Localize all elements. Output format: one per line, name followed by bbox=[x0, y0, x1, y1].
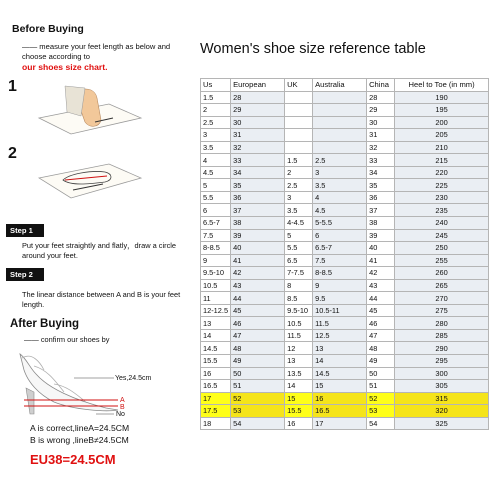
header-heel-to-toe: Heel to Toe (in mm) bbox=[395, 79, 489, 92]
cell-china: 29 bbox=[367, 104, 395, 117]
size-chart-link: our shoes size chart. bbox=[22, 62, 108, 72]
cell-us: 2.5 bbox=[201, 116, 231, 129]
cell-us: 13 bbox=[201, 317, 231, 330]
cell-us: 5.5 bbox=[201, 191, 231, 204]
cell-uk: 1.5 bbox=[285, 154, 313, 167]
table-row bbox=[201, 342, 489, 355]
cell-australia: 17 bbox=[313, 417, 367, 430]
cell-australia: 2.5 bbox=[313, 154, 367, 167]
cell-european: 43 bbox=[231, 279, 285, 292]
cell-european: 47 bbox=[231, 329, 285, 342]
cell-china: 44 bbox=[367, 292, 395, 305]
cell-uk: 2 bbox=[285, 166, 313, 179]
table-row bbox=[201, 191, 489, 204]
cell-china: 49 bbox=[367, 355, 395, 368]
cell-us: 14.5 bbox=[201, 342, 231, 355]
cell-european: 45 bbox=[231, 304, 285, 317]
cell-australia: 15 bbox=[313, 380, 367, 393]
cell-us: 3.5 bbox=[201, 141, 231, 154]
cell-australia: 14.5 bbox=[313, 367, 367, 380]
cell-australia bbox=[313, 116, 367, 129]
sandal-measure-illustration bbox=[14, 348, 192, 418]
cell-us: 8-8.5 bbox=[201, 242, 231, 255]
cell-european: 35 bbox=[231, 179, 285, 192]
cell-australia: 6 bbox=[313, 229, 367, 242]
cell-heel-to-toe: 225 bbox=[395, 179, 489, 192]
header-australia: Australia bbox=[313, 79, 367, 92]
cell-heel-to-toe: 195 bbox=[395, 104, 489, 117]
cell-heel-to-toe: 230 bbox=[395, 191, 489, 204]
cell-european: 37 bbox=[231, 204, 285, 217]
cell-australia: 8-8.5 bbox=[313, 267, 367, 280]
table-body bbox=[201, 91, 489, 430]
step-1-badge: Step 1 bbox=[6, 224, 44, 237]
cell-us: 11 bbox=[201, 292, 231, 305]
cell-australia: 16.5 bbox=[313, 405, 367, 418]
cell-heel-to-toe: 280 bbox=[395, 317, 489, 330]
cell-heel-to-toe: 200 bbox=[395, 116, 489, 129]
cell-us: 16 bbox=[201, 367, 231, 380]
cell-heel-to-toe: 275 bbox=[395, 304, 489, 317]
cell-heel-to-toe: 300 bbox=[395, 367, 489, 380]
cell-uk: 10.5 bbox=[285, 317, 313, 330]
header-european: European bbox=[231, 79, 285, 92]
cell-european: 54 bbox=[231, 417, 285, 430]
cell-australia: 9.5 bbox=[313, 292, 367, 305]
cell-uk: 8.5 bbox=[285, 292, 313, 305]
cell-china: 45 bbox=[367, 304, 395, 317]
cell-us: 7.5 bbox=[201, 229, 231, 242]
cell-australia: 13 bbox=[313, 342, 367, 355]
cell-european: 32 bbox=[231, 141, 285, 154]
cell-uk: 5.5 bbox=[285, 242, 313, 255]
cell-china: 35 bbox=[367, 179, 395, 192]
cell-us: 12-12.5 bbox=[201, 304, 231, 317]
table-header-row bbox=[201, 79, 489, 92]
cell-us: 14 bbox=[201, 329, 231, 342]
before-buying-title: Before Buying bbox=[12, 23, 84, 35]
table-row bbox=[201, 405, 489, 418]
cell-australia bbox=[313, 104, 367, 117]
cell-uk: 8 bbox=[285, 279, 313, 292]
cell-china: 40 bbox=[367, 242, 395, 255]
cell-china: 28 bbox=[367, 91, 395, 104]
cell-china: 33 bbox=[367, 154, 395, 167]
sandal-b-label: B bbox=[120, 404, 125, 411]
cell-european: 42 bbox=[231, 267, 285, 280]
cell-heel-to-toe: 240 bbox=[395, 217, 489, 230]
cell-australia: 10.5-11 bbox=[313, 304, 367, 317]
cell-australia bbox=[313, 141, 367, 154]
cell-uk bbox=[285, 104, 313, 117]
cell-china: 42 bbox=[367, 267, 395, 280]
table-row bbox=[201, 179, 489, 192]
cell-heel-to-toe: 315 bbox=[395, 392, 489, 405]
cell-uk: 2.5 bbox=[285, 179, 313, 192]
cell-european: 29 bbox=[231, 104, 285, 117]
cell-china: 39 bbox=[367, 229, 395, 242]
sandal-no-label: No bbox=[116, 411, 125, 418]
cell-european: 53 bbox=[231, 405, 285, 418]
cell-us: 4 bbox=[201, 154, 231, 167]
cell-us: 16.5 bbox=[201, 380, 231, 393]
cell-australia: 7.5 bbox=[313, 254, 367, 267]
table-row bbox=[201, 166, 489, 179]
table-row bbox=[201, 254, 489, 267]
cell-china: 47 bbox=[367, 329, 395, 342]
cell-uk bbox=[285, 141, 313, 154]
cell-uk: 11.5 bbox=[285, 329, 313, 342]
cell-heel-to-toe: 215 bbox=[395, 154, 489, 167]
cell-uk: 16 bbox=[285, 417, 313, 430]
cell-china: 54 bbox=[367, 417, 395, 430]
cell-heel-to-toe: 285 bbox=[395, 329, 489, 342]
cell-european: 28 bbox=[231, 91, 285, 104]
cell-australia: 9 bbox=[313, 279, 367, 292]
cell-uk: 13.5 bbox=[285, 367, 313, 380]
cell-heel-to-toe: 270 bbox=[395, 292, 489, 305]
cell-china: 34 bbox=[367, 166, 395, 179]
cell-heel-to-toe: 325 bbox=[395, 417, 489, 430]
measure-text: —— measure your feet length as below and choose according to bbox=[22, 42, 171, 61]
table-row bbox=[201, 317, 489, 330]
table-row bbox=[201, 129, 489, 142]
step-number-1: 1 bbox=[8, 78, 17, 95]
table-row bbox=[201, 104, 489, 117]
cell-heel-to-toe: 255 bbox=[395, 254, 489, 267]
cell-heel-to-toe: 265 bbox=[395, 279, 489, 292]
cell-australia: 6.5-7 bbox=[313, 242, 367, 255]
cell-uk: 9.5-10 bbox=[285, 304, 313, 317]
cell-uk: 5 bbox=[285, 229, 313, 242]
cell-us: 4.5 bbox=[201, 166, 231, 179]
cell-us: 17 bbox=[201, 392, 231, 405]
cell-us: 1.5 bbox=[201, 91, 231, 104]
cell-european: 40 bbox=[231, 242, 285, 255]
cell-european: 44 bbox=[231, 292, 285, 305]
confirm-instruction: —— confirm our shoes by bbox=[24, 335, 110, 344]
cell-china: 30 bbox=[367, 116, 395, 129]
size-reference-table bbox=[200, 78, 489, 430]
cell-australia: 4 bbox=[313, 191, 367, 204]
cell-uk: 6.5 bbox=[285, 254, 313, 267]
cell-australia: 3 bbox=[313, 166, 367, 179]
cell-european: 34 bbox=[231, 166, 285, 179]
cell-us: 18 bbox=[201, 417, 231, 430]
foot-on-paper-illustration bbox=[35, 82, 145, 140]
cell-heel-to-toe: 245 bbox=[395, 229, 489, 242]
cell-heel-to-toe: 210 bbox=[395, 141, 489, 154]
foot-length-illustration bbox=[35, 150, 145, 208]
cell-australia: 3.5 bbox=[313, 179, 367, 192]
cell-australia: 12.5 bbox=[313, 329, 367, 342]
cell-european: 46 bbox=[231, 317, 285, 330]
cell-heel-to-toe: 190 bbox=[395, 91, 489, 104]
instructions-panel bbox=[0, 0, 190, 500]
cell-european: 48 bbox=[231, 342, 285, 355]
cell-china: 48 bbox=[367, 342, 395, 355]
table-row bbox=[201, 417, 489, 430]
cell-uk: 13 bbox=[285, 355, 313, 368]
header-us: Us bbox=[201, 79, 231, 92]
cell-china: 50 bbox=[367, 367, 395, 380]
table-row bbox=[201, 116, 489, 129]
cell-us: 10.5 bbox=[201, 279, 231, 292]
sandal-yes-label: Yes,24.5cm bbox=[115, 375, 152, 382]
cell-uk: 3.5 bbox=[285, 204, 313, 217]
cell-china: 46 bbox=[367, 317, 395, 330]
cell-us: 6.5-7 bbox=[201, 217, 231, 230]
cell-china: 36 bbox=[367, 191, 395, 204]
cell-us: 9 bbox=[201, 254, 231, 267]
table-title: Women's shoe size reference table bbox=[200, 41, 426, 57]
cell-heel-to-toe: 260 bbox=[395, 267, 489, 280]
step-1-text: Put your feet straightly and flatly，draw a circle around your feet. bbox=[22, 241, 177, 260]
cell-heel-to-toe: 235 bbox=[395, 204, 489, 217]
cell-us: 9.5-10 bbox=[201, 267, 231, 280]
line-b-wrong: B is wrong ,lineB≠24.5CM bbox=[30, 435, 129, 445]
cell-european: 39 bbox=[231, 229, 285, 242]
table-row bbox=[201, 292, 489, 305]
cell-china: 32 bbox=[367, 141, 395, 154]
line-a-correct: A is correct,lineA=24.5CM bbox=[30, 423, 130, 433]
cell-us: 17.5 bbox=[201, 405, 231, 418]
cell-china: 43 bbox=[367, 279, 395, 292]
table-row bbox=[201, 154, 489, 167]
table-row bbox=[201, 355, 489, 368]
cell-china: 41 bbox=[367, 254, 395, 267]
header-china: China bbox=[367, 79, 395, 92]
sandal-a-label: A bbox=[120, 397, 125, 404]
cell-uk bbox=[285, 91, 313, 104]
cell-european: 36 bbox=[231, 191, 285, 204]
table-row bbox=[201, 367, 489, 380]
cell-heel-to-toe: 320 bbox=[395, 405, 489, 418]
cell-uk: 3 bbox=[285, 191, 313, 204]
table-row bbox=[201, 267, 489, 280]
table-row bbox=[201, 242, 489, 255]
cell-us: 5 bbox=[201, 179, 231, 192]
table-row bbox=[201, 204, 489, 217]
cell-uk: 4-4.5 bbox=[285, 217, 313, 230]
cell-us: 2 bbox=[201, 104, 231, 117]
table-row bbox=[201, 141, 489, 154]
cell-us: 3 bbox=[201, 129, 231, 142]
cell-china: 38 bbox=[367, 217, 395, 230]
cell-european: 50 bbox=[231, 367, 285, 380]
cell-heel-to-toe: 250 bbox=[395, 242, 489, 255]
cell-australia bbox=[313, 91, 367, 104]
table-row bbox=[201, 304, 489, 317]
cell-china: 51 bbox=[367, 380, 395, 393]
cell-uk: 15.5 bbox=[285, 405, 313, 418]
cell-australia: 16 bbox=[313, 392, 367, 405]
cell-australia: 4.5 bbox=[313, 204, 367, 217]
cell-european: 38 bbox=[231, 217, 285, 230]
cell-china: 53 bbox=[367, 405, 395, 418]
cell-uk: 12 bbox=[285, 342, 313, 355]
cell-european: 51 bbox=[231, 380, 285, 393]
cell-us: 15.5 bbox=[201, 355, 231, 368]
table-row bbox=[201, 392, 489, 405]
cell-european: 41 bbox=[231, 254, 285, 267]
cell-uk: 7-7.5 bbox=[285, 267, 313, 280]
cell-heel-to-toe: 205 bbox=[395, 129, 489, 142]
table-row bbox=[201, 329, 489, 342]
cell-uk: 14 bbox=[285, 380, 313, 393]
cell-european: 30 bbox=[231, 116, 285, 129]
cell-heel-to-toe: 220 bbox=[395, 166, 489, 179]
measure-instruction bbox=[22, 42, 187, 73]
table-row bbox=[201, 380, 489, 393]
cell-australia: 14 bbox=[313, 355, 367, 368]
step-2-badge: Step 2 bbox=[6, 268, 44, 281]
cell-heel-to-toe: 305 bbox=[395, 380, 489, 393]
cell-china: 37 bbox=[367, 204, 395, 217]
cell-uk: 15 bbox=[285, 392, 313, 405]
table-row bbox=[201, 279, 489, 292]
header-uk: UK bbox=[285, 79, 313, 92]
after-buying-title: After Buying bbox=[10, 318, 79, 330]
table-row bbox=[201, 217, 489, 230]
cell-european: 31 bbox=[231, 129, 285, 142]
cell-australia: 11.5 bbox=[313, 317, 367, 330]
table-row bbox=[201, 229, 489, 242]
table-row bbox=[201, 91, 489, 104]
step-2-text: The linear distance between A and B is your feet length. bbox=[22, 290, 181, 309]
cell-china: 52 bbox=[367, 392, 395, 405]
eu-size-note: EU38=24.5CM bbox=[30, 452, 116, 467]
cell-heel-to-toe: 295 bbox=[395, 355, 489, 368]
cell-china: 31 bbox=[367, 129, 395, 142]
cell-european: 52 bbox=[231, 392, 285, 405]
cell-australia: 5-5.5 bbox=[313, 217, 367, 230]
cell-uk bbox=[285, 129, 313, 142]
cell-european: 49 bbox=[231, 355, 285, 368]
cell-uk bbox=[285, 116, 313, 129]
cell-heel-to-toe: 290 bbox=[395, 342, 489, 355]
cell-us: 6 bbox=[201, 204, 231, 217]
cell-australia bbox=[313, 129, 367, 142]
cell-european: 33 bbox=[231, 154, 285, 167]
step-number-2: 2 bbox=[8, 145, 17, 162]
